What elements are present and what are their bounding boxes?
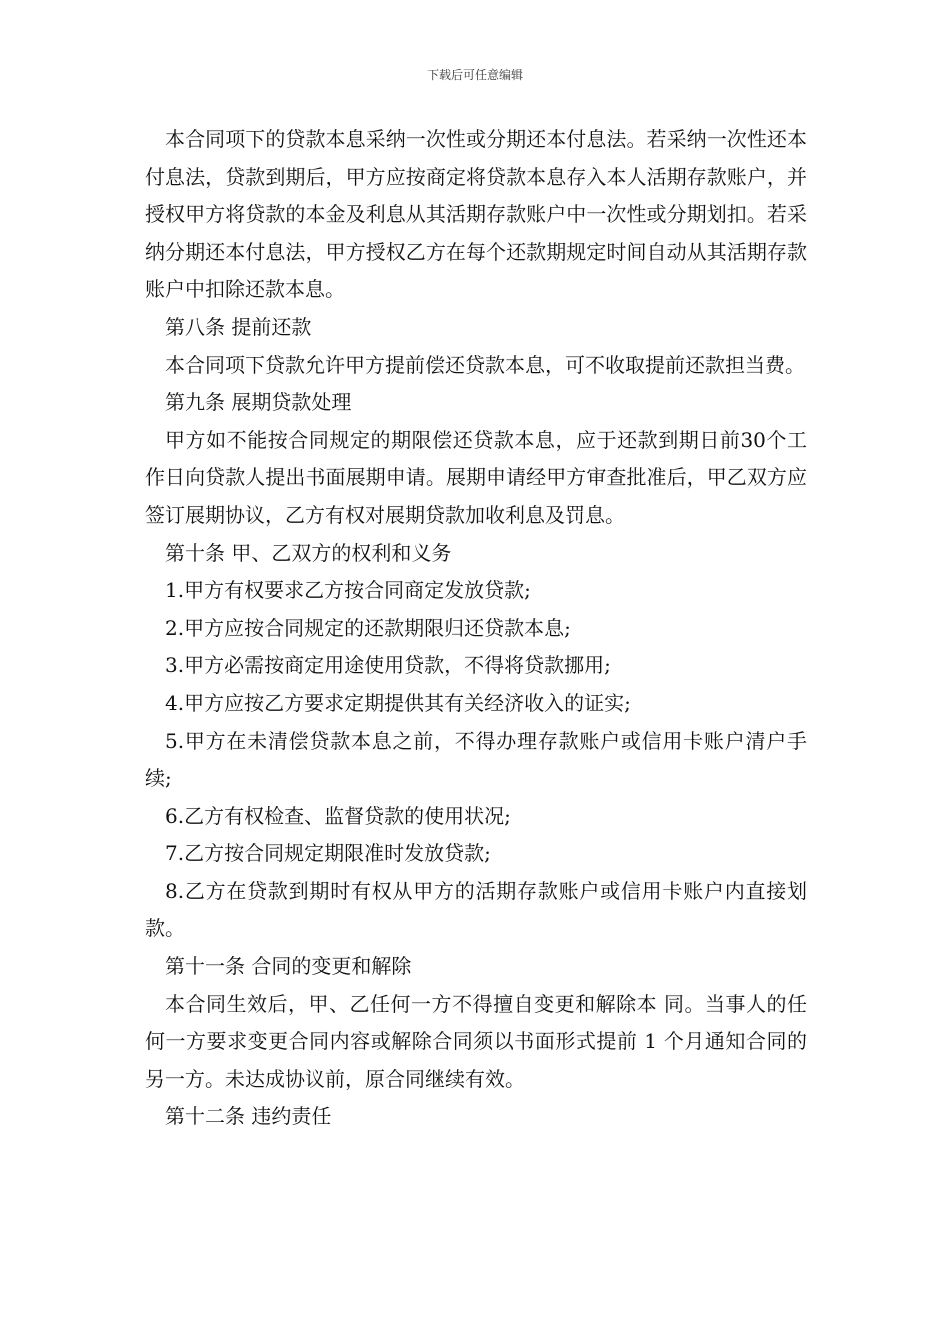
list-item: 4.甲方应按乙方要求定期提供其有关经济收入的证实; bbox=[165, 690, 631, 715]
paragraph-contract-change: 本合同生效后，甲、乙任何一方不得擅自变更和解除本 同。当事人的任何一方要求变更合同内容或解除合同须以书面形式提前 1 个月通知合同的另一方。未达成协议前，原合同继续有效。 bbox=[145, 991, 807, 1091]
list-item: 1.甲方有权要求乙方按合同商定发放贷款; bbox=[165, 578, 531, 603]
paragraph-early-repayment: 本合同项下贷款允许甲方提前偿还贷款本息，可不收取提前还款担当费。 bbox=[165, 352, 805, 377]
list-item: 8.乙方在贷款到期时有权从甲方的活期存款账户或信用卡账户内直接划款。 bbox=[145, 878, 807, 941]
page-header-note: 下载后可任意编辑 bbox=[426, 68, 523, 82]
article-12-heading: 第十二条 违约责任 bbox=[165, 1104, 332, 1129]
article-11-heading: 第十一条 合同的变更和解除 bbox=[165, 954, 412, 979]
list-item: 3.甲方必需按商定用途使用贷款，不得将贷款挪用; bbox=[165, 653, 611, 678]
article-8-heading: 第八条 提前还款 bbox=[165, 314, 312, 339]
paragraph-repayment-method: 本合同项下的贷款本息采纳一次性或分期还本付息法。若采纳一次性还本付息法，贷款到期后，甲方应按商定将贷款本息存入本人活期存款账户，并授权甲方将贷款的本金及利息从其活期存款账户中一次性或分期划扣。若采纳分期还本付息法，甲方授权乙方在每个还款期规定时间自动从其活期存款账户中扣除还款本息。 bbox=[145, 127, 807, 302]
list-item: 2.甲方应按合同规定的还款期限归还贷款本息; bbox=[165, 615, 571, 640]
article-9-heading: 第九条 展期贷款处理 bbox=[165, 390, 352, 415]
list-item: 6.乙方有权检查、监督贷款的使用状况; bbox=[165, 803, 511, 828]
article-10-heading: 第十条 甲、乙双方的权利和义务 bbox=[165, 540, 452, 565]
list-item: 5.甲方在未清偿贷款本息之前，不得办理存款账户或信用卡账户清户手续; bbox=[145, 728, 807, 791]
document-body bbox=[145, 121, 807, 1136]
paragraph-extension: 甲方如不能按合同规定的期限偿还贷款本息，应于还款到期日前30个工作日向贷款人提出书面展期申请。展期申请经甲方审查批准后，甲乙双方应签订展期协议，乙方有权对展期贷款加收利息及罚息。 bbox=[145, 427, 807, 527]
list-item: 7.乙方按合同规定期限准时发放贷款; bbox=[165, 841, 491, 866]
